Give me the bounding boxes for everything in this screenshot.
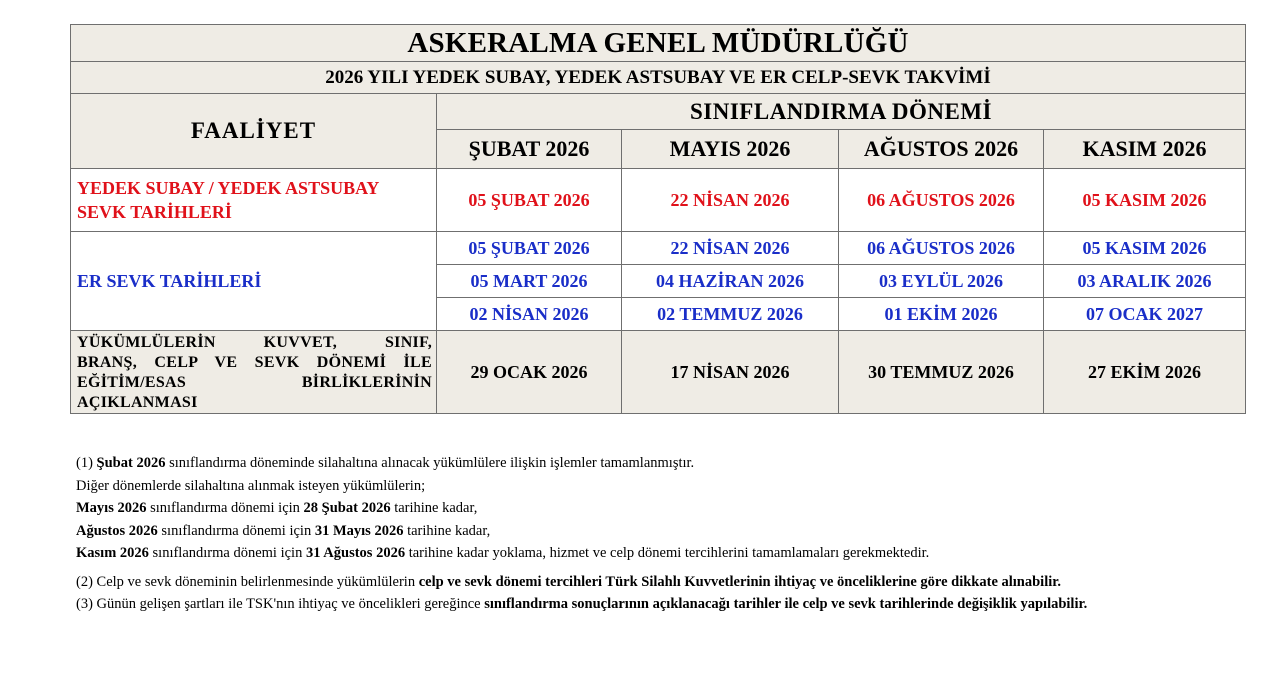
er-date-2-subat: 05 MART 2026 (437, 265, 622, 298)
celp-sevk-calendar-table (70, 24, 1246, 414)
note-1: (1) Şubat 2026 sınıflandırma döneminde silahaltına alınacak yükümlülere ilişkin işlemler tamamlanmıştır. (76, 455, 695, 471)
yedek-date-subat: 05 ŞUBAT 2026 (437, 169, 622, 232)
er-date-3-mayis: 02 TEMMUZ 2026 (622, 298, 839, 331)
yukum-date-kasim: 27 EKİM 2026 (1044, 331, 1246, 414)
footnotes (76, 452, 1236, 616)
yukum-date-subat: 29 OCAK 2026 (437, 331, 622, 414)
yukum-line-4: AÇIKLANMASI (77, 394, 198, 411)
yukum-line-2: BRANŞ, CELP VE SEVK DÖNEMİ İLE (77, 354, 432, 371)
note-1b: Diğer dönemlerde silahaltına alınmak isteyen yükümlülerin; (76, 477, 426, 494)
er-date-3-subat: 02 NİSAN 2026 (437, 298, 622, 331)
yukum-date-agustos: 30 TEMMUZ 2026 (839, 331, 1044, 414)
header-faaliyet: FAALİYET (71, 94, 437, 169)
header-month-kasim: KASIM 2026 (1044, 130, 1246, 169)
note-1c: Mayıs 2026 sınıflandırma dönemi için 28 Şubat 2026 tarihine kadar, (76, 500, 478, 516)
er-date-2-mayis: 04 HAZİRAN 2026 (622, 265, 839, 298)
yukum-line-3: EĞİTİM/ESAS BİRLİKLERİNİN (77, 374, 432, 391)
er-date-1-agustos: 06 AĞUSTOS 2026 (839, 232, 1044, 265)
yedek-date-agustos: 06 AĞUSTOS 2026 (839, 169, 1044, 232)
activity-er-sevk: ER SEVK TARİHLERİ (71, 232, 437, 331)
er-date-3-agustos: 01 EKİM 2026 (839, 298, 1044, 331)
note-2: (2) Celp ve sevk döneminin belirlenmesinde yükümlülerin celp ve sevk dönemi tercihleri Türk Silahlı Kuvvetlerinin ihtiyaç ve önceliklerine göre dikkate alınabilir. (76, 573, 1062, 590)
yedek-date-mayis: 22 NİSAN 2026 (622, 169, 839, 232)
er-date-2-agustos: 03 EYLÜL 2026 (839, 265, 1044, 298)
yukum-line-1: YÜKÜMLÜLERİN KUVVET, SINIF, (77, 334, 432, 351)
header-siniflandirma-donemi: SINIFLANDIRMA DÖNEMİ (437, 94, 1246, 130)
activity-yedek-subay (71, 169, 437, 232)
header-month-subat: ŞUBAT 2026 (437, 130, 622, 169)
note-3: (3) Günün gelişen şartları ile TSK'nın ihtiyaç ve öncelikleri gereğince sınıflandırma sonuçlarının açıklanacağı tarihler ile celp ve sevk tarihlerinde değişiklik yapılabilir. (76, 596, 1088, 612)
er-date-3-kasim: 07 OCAK 2027 (1044, 298, 1246, 331)
activity-yedek-line1: YEDEK SUBAY / YEDEK ASTSUBAY (77, 178, 380, 198)
page-subtitle: 2026 YILI YEDEK SUBAY, YEDEK ASTSUBAY VE ER CELP-SEVK TAKVİMİ (71, 62, 1246, 94)
note-1e: Kasım 2026 sınıflandırma dönemi için 31 Ağustos 2026 tarihine kadar yoklama, hizmet ve celp dönemi tercihlerini tamamlamaları gerekmektedir. (76, 545, 930, 561)
er-date-1-subat: 05 ŞUBAT 2026 (437, 232, 622, 265)
er-date-2-kasim: 03 ARALIK 2026 (1044, 265, 1246, 298)
activity-yedek-line2: SEVK TARİHLERİ (77, 202, 232, 222)
yedek-date-kasim: 05 KASIM 2026 (1044, 169, 1246, 232)
note-1d: Ağustos 2026 sınıflandırma dönemi için 31 Mayıs 2026 tarihine kadar, (76, 522, 491, 539)
header-month-mayis: MAYIS 2026 (622, 130, 839, 169)
header-month-agustos: AĞUSTOS 2026 (839, 130, 1044, 169)
yukum-date-mayis: 17 NİSAN 2026 (622, 331, 839, 414)
page-title: ASKERALMA GENEL MÜDÜRLÜĞÜ (71, 25, 1246, 62)
er-date-1-kasim: 05 KASIM 2026 (1044, 232, 1246, 265)
activity-yukumlulerin-aciklanmasi (71, 331, 437, 414)
er-date-1-mayis: 22 NİSAN 2026 (622, 232, 839, 265)
